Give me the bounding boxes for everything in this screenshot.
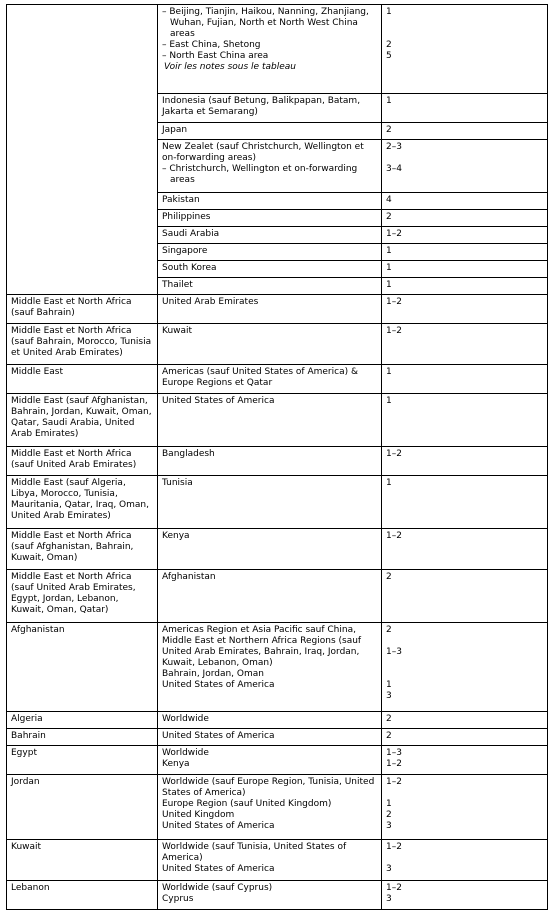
destination-line: United Kingdom xyxy=(162,810,235,820)
table-row xyxy=(7,746,548,775)
rate-cell: 2 xyxy=(382,712,548,729)
destination-line: Cyprus xyxy=(162,894,194,904)
destination-cell: Saudi Arabia xyxy=(158,227,382,244)
destination-cell: United States of America xyxy=(158,394,382,447)
destination-line: Europe Region (sauf United Kingdom) xyxy=(162,799,332,809)
table-row xyxy=(7,5,548,94)
destination-cell: Tunisia xyxy=(158,476,382,529)
rate-cell: 1–2 xyxy=(382,324,548,365)
destination-cell xyxy=(158,881,382,910)
origin-cell: Algeria xyxy=(7,712,158,729)
destination-line: Worldwide (sauf Tunisia, United States of America) xyxy=(162,842,347,863)
rate-cell: 2 xyxy=(382,210,548,227)
table-row xyxy=(7,712,548,729)
rate-value: 3 xyxy=(386,691,392,701)
destination-cell xyxy=(158,140,382,193)
destination-line: New Zealet (sauf Christchurch, Wellington et on-forwarding areas) xyxy=(162,142,364,163)
destination-cell: Philippines xyxy=(158,210,382,227)
destination-line: Kenya xyxy=(162,759,190,769)
destination-cell: Afghanistan xyxy=(158,570,382,623)
destination-line: Bahrain, Jordan, Oman xyxy=(162,669,264,679)
origin-cell: Lebanon xyxy=(7,881,158,910)
table-row xyxy=(7,529,548,570)
destination-cell xyxy=(158,746,382,775)
table-row xyxy=(7,570,548,623)
destination-cell xyxy=(158,5,382,94)
destination-line: United States of America xyxy=(162,821,275,831)
rate-cell: 1 xyxy=(382,261,548,278)
table-row xyxy=(7,729,548,746)
rate-value: 2 xyxy=(386,40,392,50)
rate-value: 2 xyxy=(386,625,392,635)
destination-cell: Kuwait xyxy=(158,324,382,365)
rate-value: 1–2 xyxy=(386,759,402,769)
rate-value: 2–3 xyxy=(386,142,402,152)
table-row xyxy=(7,476,548,529)
rate-value: 2 xyxy=(386,810,392,820)
rate-cell: 2 xyxy=(382,729,548,746)
origin-cell: Middle East et North Africa (sauf United Arab Emirates) xyxy=(7,447,158,476)
table-row xyxy=(7,447,548,476)
origin-cell: Middle East et North Africa (sauf Afghanistan, Bahrain, Kuwait, Oman) xyxy=(7,529,158,570)
destination-cell xyxy=(158,775,382,840)
rate-value: 1 xyxy=(386,799,392,809)
rate-cell: 1 xyxy=(382,476,548,529)
rate-value: 3–4 xyxy=(386,164,402,174)
destination-cell: United Arab Emirates xyxy=(158,295,382,324)
destination-line: – East China, Shetong xyxy=(162,40,377,51)
rate-cell: 1–2 xyxy=(382,227,548,244)
destination-cell: Singapore xyxy=(158,244,382,261)
table-row xyxy=(7,840,548,881)
destination-line: United States of America xyxy=(162,680,275,690)
origin-cell xyxy=(7,5,158,295)
rate-cell xyxy=(382,775,548,840)
origin-cell: Kuwait xyxy=(7,840,158,881)
rate-value: 1–3 xyxy=(386,647,402,657)
rate-value: 1 xyxy=(386,680,392,690)
rate-cell xyxy=(382,840,548,881)
destination-cell: Pakistan xyxy=(158,193,382,210)
rate-value: 3 xyxy=(386,864,392,874)
rate-value: 3 xyxy=(386,894,392,904)
rate-cell xyxy=(382,5,548,94)
destination-line: – Beijing, Tianjin, Haikou, Nanning, Zhanjiang, Wuhan, Fujian, North et North West China areas xyxy=(162,7,377,40)
table-row xyxy=(7,394,548,447)
table-row xyxy=(7,324,548,365)
destination-line: Worldwide (sauf Cyprus) xyxy=(162,883,273,893)
destination-cell xyxy=(158,623,382,712)
transit-time-table xyxy=(6,4,548,910)
destination-cell: Japan xyxy=(158,123,382,140)
destination-cell xyxy=(158,840,382,881)
destination-line: – Christchurch, Wellington et on-forwarding areas xyxy=(162,164,377,186)
table-row xyxy=(7,365,548,394)
rate-cell: 1 xyxy=(382,244,548,261)
rate-cell: 1 xyxy=(382,365,548,394)
origin-cell: Afghanistan xyxy=(7,623,158,712)
rate-cell: 1 xyxy=(382,94,548,123)
rate-value: 1–3 xyxy=(386,748,402,758)
destination-line: Worldwide xyxy=(162,748,209,758)
origin-cell: Bahrain xyxy=(7,729,158,746)
rate-value: 3 xyxy=(386,821,392,831)
rate-cell: 4 xyxy=(382,193,548,210)
destination-line: – North East China area xyxy=(162,51,377,62)
table-row xyxy=(7,881,548,910)
destination-line: United States of America xyxy=(162,864,275,874)
rate-value: 5 xyxy=(386,51,392,61)
destination-cell: Indonesia (sauf Betung, Balikpapan, Batam, Jakarta et Semarang) xyxy=(158,94,382,123)
destination-cell: Bangladesh xyxy=(158,447,382,476)
rate-cell: 1 xyxy=(382,394,548,447)
destination-cell: Americas (sauf United States of America) & Europe Regions et Qatar xyxy=(158,365,382,394)
origin-cell: Middle East xyxy=(7,365,158,394)
destination-line: Americas Region et Asia Pacific sauf China, xyxy=(162,625,356,635)
destination-line: Middle East et Northern Africa Regions (sauf United Arab Emirates, Bahrain, Iraq, Jordan, Kuwait, Lebanon, Oman) xyxy=(162,636,362,668)
origin-cell: Middle East et North Africa (sauf United Arab Emirates, Egypt, Jordan, Lebanon, Kuwait, Oman, Qatar) xyxy=(7,570,158,623)
table-note: Voir les notes sous le tableau xyxy=(164,62,296,72)
rate-cell: 1 xyxy=(382,278,548,295)
destination-cell: Worldwide xyxy=(158,712,382,729)
rate-value: 1 xyxy=(386,7,392,17)
destination-line: Worldwide (sauf Europe Region, Tunisia, United States of America) xyxy=(162,777,375,798)
rate-cell xyxy=(382,746,548,775)
rate-cell xyxy=(382,623,548,712)
rate-cell: 1–2 xyxy=(382,295,548,324)
rate-cell: 2 xyxy=(382,570,548,623)
table-row xyxy=(7,623,548,712)
origin-cell: Egypt xyxy=(7,746,158,775)
rate-value: 1–2 xyxy=(386,842,402,852)
destination-cell: South Korea xyxy=(158,261,382,278)
destination-cell: Thailet xyxy=(158,278,382,295)
table-row xyxy=(7,295,548,324)
rate-value: 1–2 xyxy=(386,777,402,787)
rate-cell xyxy=(382,140,548,193)
rate-cell: 2 xyxy=(382,123,548,140)
rate-cell: 1–2 xyxy=(382,529,548,570)
rate-value: 1–2 xyxy=(386,883,402,893)
rate-cell xyxy=(382,881,548,910)
origin-cell: Jordan xyxy=(7,775,158,840)
origin-cell: Middle East (sauf Afghanistan, Bahrain, Jordan, Kuwait, Oman, Qatar, Saudi Arabia, United Arab Emirates) xyxy=(7,394,158,447)
table-row xyxy=(7,775,548,840)
origin-cell: Middle East et North Africa (sauf Bahrain) xyxy=(7,295,158,324)
destination-cell: Kenya xyxy=(158,529,382,570)
destination-cell: United States of America xyxy=(158,729,382,746)
origin-cell: Middle East et North Africa (sauf Bahrain, Morocco, Tunisia et United Arab Emirates) xyxy=(7,324,158,365)
rate-cell: 1–2 xyxy=(382,447,548,476)
origin-cell: Middle East (sauf Algeria, Libya, Morocco, Tunisia, Mauritania, Qatar, Iraq, Oman, United Arab Emirates) xyxy=(7,476,158,529)
